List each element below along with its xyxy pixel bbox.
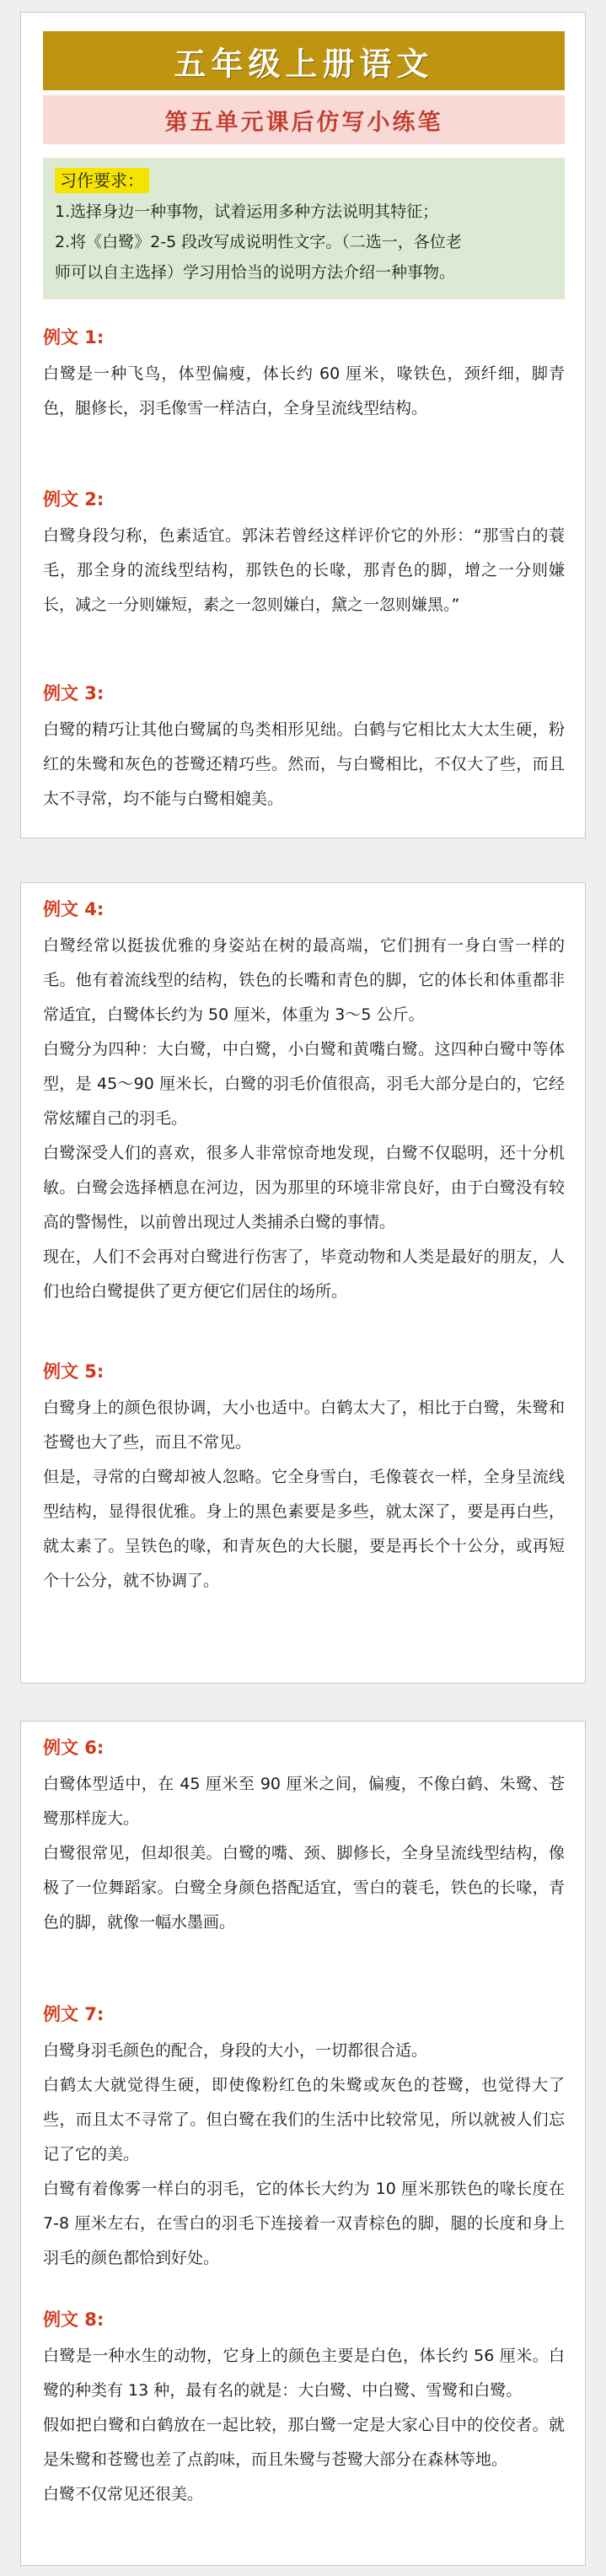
card-1 (20, 12, 586, 838)
card-3 (20, 1721, 586, 2566)
example-8-paragraph-1: 白鹭是一种水生的动物，它身上的颜色主要是白色，体长约 56 厘米。白鹭的种类有 13 种，最有名的就是：大白鹭、中白鹭、雪鹭和白鹭。 (43, 2347, 565, 2400)
example-4-paragraph-1: 白鹭经常以挺拔优雅的身姿站在树的最高端，它们拥有一身白雪一样的毛。他有着流线型的结构，铁色的长嘴和青色的脚，它的体长和体重都非常适宜，白鹭体长约为 50 厘米，体重为 3～5 公斤。 (43, 936, 565, 1024)
example-4-label: 例文 4: (43, 899, 105, 919)
example-6-paragraph-2: 白鹭很常见，但却很美。白鹭的嘴、颈、脚修长，全身呈流线型结构，像极了一位舞蹈家。白鹭全身颜色搭配适宜，雪白的蓑毛，铁色的长喙，青色的脚，就像一幅水墨画。 (43, 1844, 565, 1932)
example-6-label: 例文 6: (43, 1738, 105, 1758)
example-8 (43, 2305, 565, 2512)
page-title: 五年级上册语文 (43, 31, 565, 90)
example-5-paragraph-2: 但是，寻常的白鹭却被人忽略。它全身雪白，毛像蓑衣一样，全身呈流线型结构，显得很优雅。身上的黑色素要是多些，就太深了，要是再白些，就太素了。呈铁色的喙，和青灰色的大长腿，要是再长个十公分，或再短个十公分，就不协调了。 (43, 1468, 565, 1590)
example-1-label: 例文 1: (43, 327, 105, 348)
example-3-paragraph-1: 白鹭的精巧让其他白鹭属的鸟类相形见绌。白鹤与它相比太大太生硬，粉红的朱鹭和灰色的苍鹭还精巧些。然而，与白鹭相比，不仅大了些，而且太不寻常，均不能与白鹭相媲美。 (43, 720, 565, 808)
requirement-label: 习作要求： (55, 168, 149, 193)
example-6-paragraph-1: 白鹭体型适中，在 45 厘米至 90 厘米之间，偏瘦，不像白鹤、朱鹭、苍鹭那样庞大。 (43, 1775, 565, 1828)
card-2 (20, 882, 586, 1684)
example-8-paragraph-2: 假如把白鹭和白鹤放在一起比较，那白鹭一定是大家心目中的佼佼者。就是朱鹭和苍鹭也差了点韵味，而且朱鹭与苍鹭大部分在森林等地。 (43, 2416, 565, 2469)
example-7-paragraph-3: 白鹭有着像雾一样白的羽毛，它的体长大约为 10 厘米那铁色的喙长度在 7-8 厘米左右，在雪白的羽毛下连接着一双青棕色的脚，腿的长度和身上羽毛的颜色都恰到好处。 (43, 2180, 565, 2267)
example-5-paragraph-1: 白鹭身上的颜色很协调，大小也适中。白鹤太大了，相比于白鹭，朱鹭和苍鹭也大了些，而且不常见。 (43, 1398, 565, 1452)
requirement-line-1: 1.选择身边一种事物，试着运用多种方法说明其特征； (55, 202, 439, 221)
example-7-paragraph-1: 白鹭身羽毛颜色的配合，身段的大小，一切都很合适。 (43, 2041, 428, 2060)
example-4-paragraph-2: 白鹭分为四种：大白鹭，中白鹭，小白鹭和黄嘴白鹭。这四种白鹭中等体型，是 45～90 厘米长，白鹭的羽毛价值很高，羽毛大部分是白的，它经常炫耀自己的羽毛。 (43, 1040, 565, 1128)
example-6 (43, 1733, 565, 1940)
example-3-label: 例文 3: (43, 683, 105, 703)
example-4 (43, 895, 565, 1309)
example-1 (43, 323, 565, 426)
requirement-line-3: 师可以自主选择）学习用恰当的说明方法介绍一种事物。 (55, 263, 456, 282)
example-2-label: 例文 2: (43, 489, 105, 509)
example-7-label: 例文 7: (43, 2004, 105, 2024)
example-2 (43, 485, 565, 622)
example-5-label: 例文 5: (43, 1361, 105, 1382)
example-2-paragraph-1: 白鹭身段匀称，色素适宜。郭沫若曾经这样评价它的外形：“那雪白的蓑毛，那全身的流线型结构，那铁色的长喙，那青色的脚，增之一分则嫌长，减之一分则嫌短，素之一忽则嫌白，黛之一忽则嫌黑。” (43, 526, 565, 614)
example-5 (43, 1357, 565, 1598)
example-8-label: 例文 8: (43, 2309, 105, 2330)
page-subtitle: 第五单元课后仿写小练笔 (43, 95, 565, 144)
example-7 (43, 2000, 565, 2276)
example-4-paragraph-3: 白鹭深受人们的喜欢，很多人非常惊奇地发现，白鹭不仅聪明，还十分机敏。白鹭会选择栖息在河边，因为那里的环境非常良好，由于白鹭没有较高的警惕性，以前曾出现过人类捕杀白鹭的事情。 (43, 1144, 565, 1231)
example-1-paragraph-1: 白鹭是一种飞鸟，体型偏瘦，体长约 60 厘米，喙铁色，颈纤细，脚青色，腿修长，羽毛像雪一样洁白，全身呈流线型结构。 (43, 364, 565, 418)
example-4-paragraph-4: 现在，人们不会再对白鹭进行伤害了，毕竟动物和人类是最好的朋友，人们也给白鹭提供了更方便它们居住的场所。 (43, 1248, 565, 1301)
requirement-line-2: 2.将《白鹭》2-5 段改写成说明性文字。（二选一，各位老 (55, 233, 462, 251)
requirement-box (43, 158, 565, 299)
example-7-paragraph-2: 白鹤太大就觉得生硬，即使像粉红色的朱鹭或灰色的苍鹭，也觉得大了些，而且太不寻常了。但白鹭在我们的生活中比较常见，所以就被人们忘记了它的美。 (43, 2076, 565, 2164)
example-8-paragraph-3: 白鹭不仅常见还很美。 (43, 2485, 204, 2503)
example-3 (43, 679, 565, 816)
